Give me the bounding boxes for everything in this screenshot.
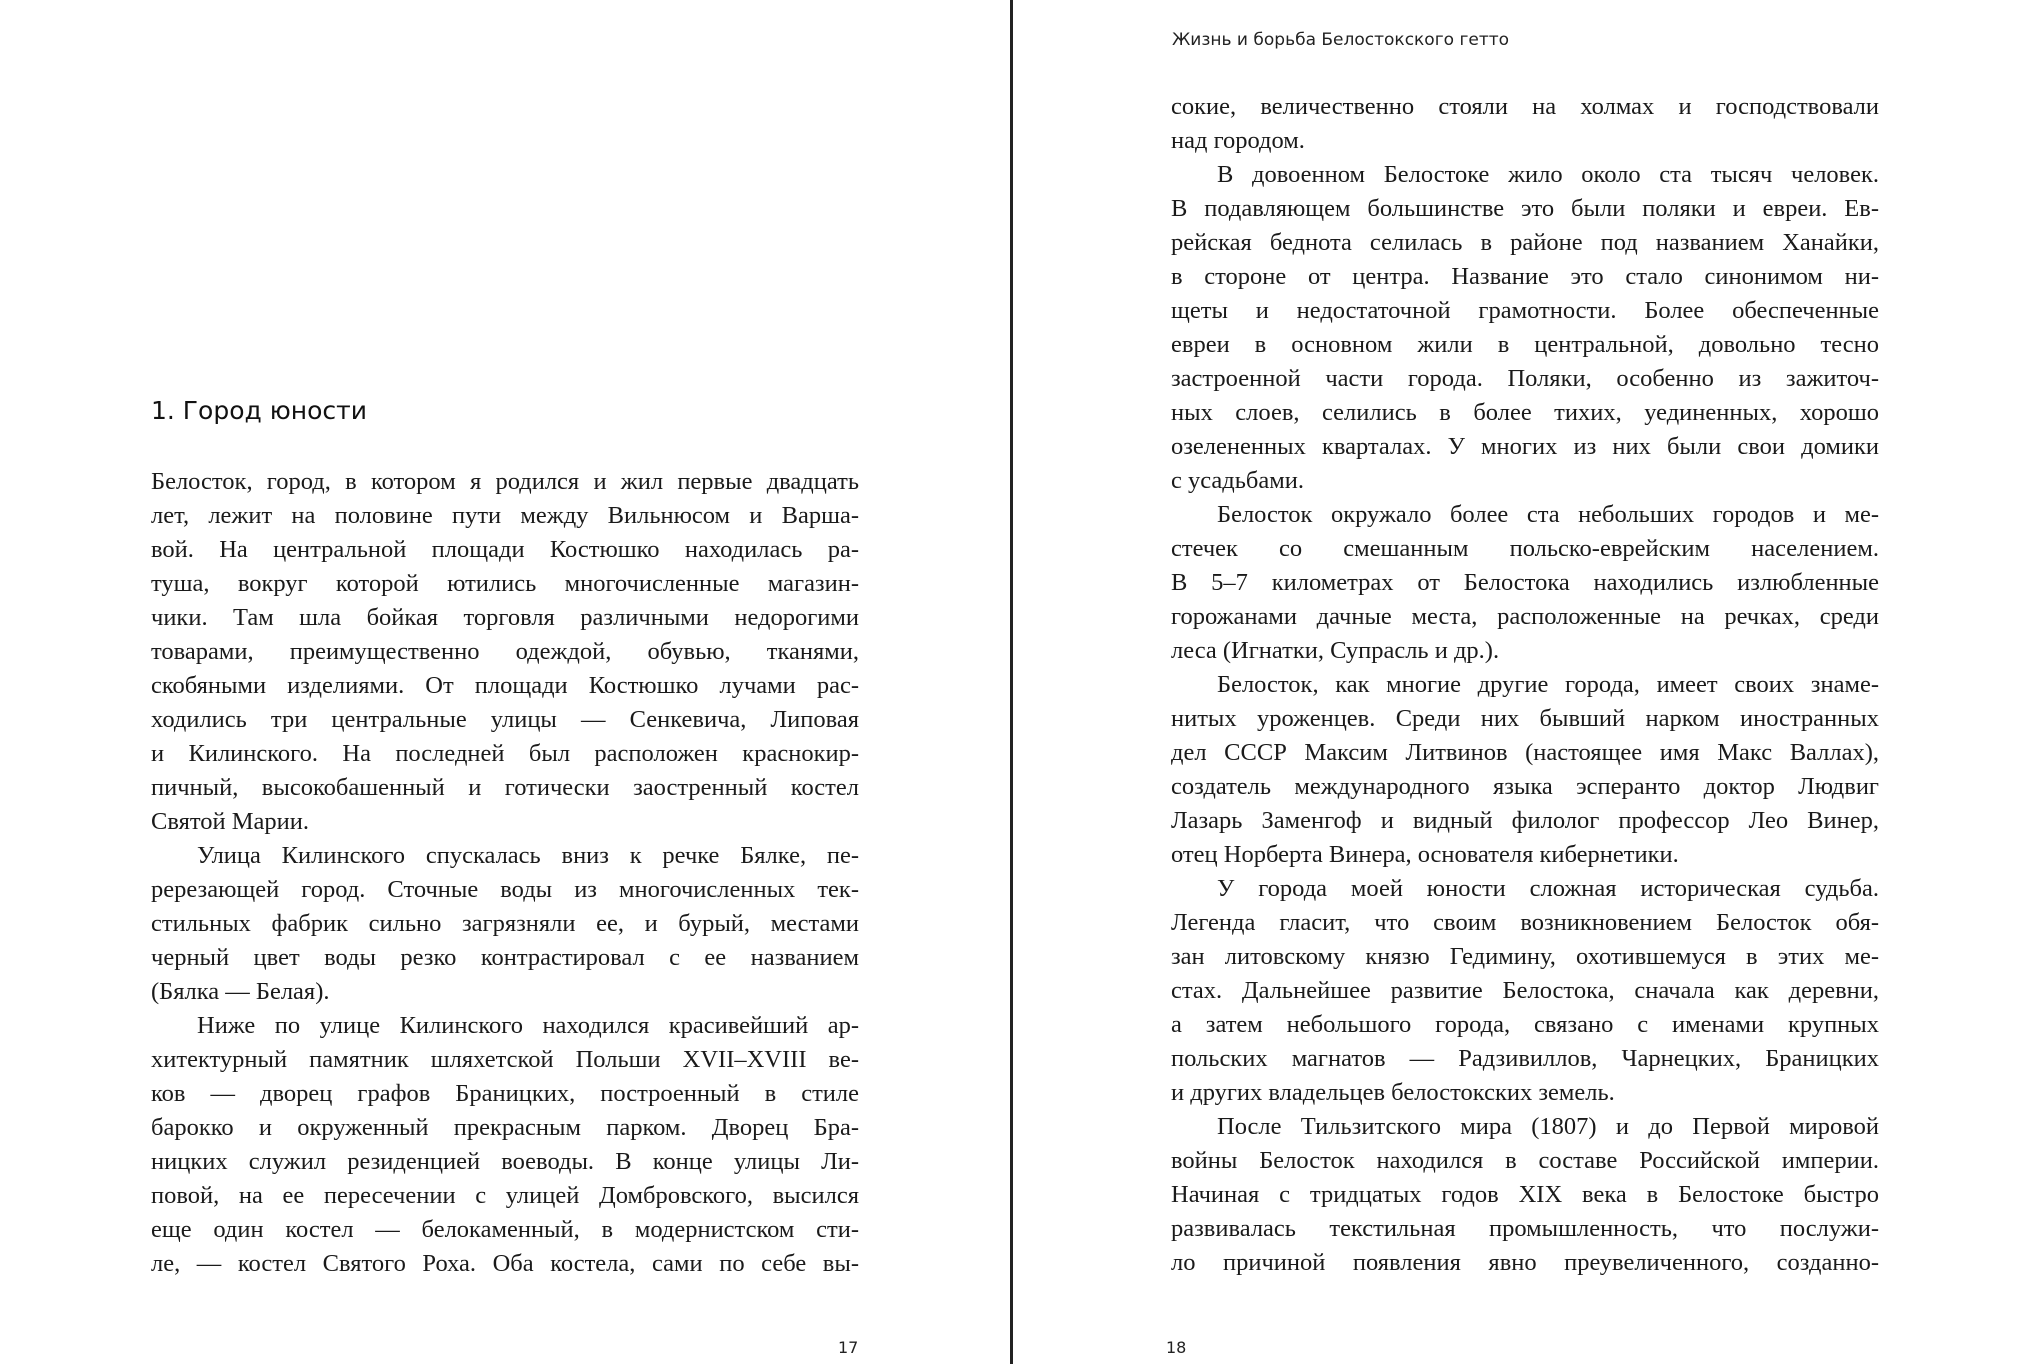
paragraph bbox=[1171, 498, 1879, 668]
text-line: После Тильзитского мира (1807) и до Первой мировой bbox=[1217, 1113, 1879, 1140]
text-line: леса (Игнатки, Супрасль и др.). bbox=[1171, 637, 1500, 664]
text-line: Улица Килинского спускалась вниз к речке Бялке, пе- bbox=[197, 842, 859, 869]
text-line: и Килинского. На последней был расположен краснокир- bbox=[151, 740, 859, 767]
left-body-text bbox=[151, 465, 859, 1281]
text-line: ререзающей город. Сточные воды из многочисленных тек- bbox=[151, 876, 859, 903]
text-line: пичный, высокобашенный и готически заостренный костел bbox=[151, 774, 859, 801]
paragraph bbox=[1171, 158, 1879, 498]
text-line: стечек со смешанным польско-еврейским населением. bbox=[1171, 535, 1879, 562]
text-line: вой. На центральной площади Костюшко находилась ра- bbox=[151, 536, 859, 563]
text-line: Лазарь Заменгоф и видный филолог профессор Лео Винер, bbox=[1171, 807, 1879, 834]
page-number-right: 18 bbox=[1166, 1338, 1187, 1357]
text-line: с усадьбами. bbox=[1171, 467, 1305, 494]
text-line: Белосток, город, в котором я родился и жил первые двадцать bbox=[151, 468, 859, 495]
right-page bbox=[1013, 0, 2017, 1364]
text-line: ло причиной появления явно преувеличенного, созданно- bbox=[1171, 1249, 1879, 1276]
text-line: ков — дворец графов Браницких, построенный в стиле bbox=[151, 1080, 859, 1107]
text-line: ных слоев, селились в более тихих, уединенных, хорошо bbox=[1171, 399, 1879, 426]
text-line: развивалась текстильная промышленность, что послужи- bbox=[1171, 1215, 1879, 1242]
text-line: товарами, преимущественно одеждой, обувью, тканями, bbox=[151, 638, 859, 665]
text-line: дел СССР Максим Литвинов (настоящее имя Макс Валлах), bbox=[1171, 739, 1879, 766]
paragraph bbox=[1171, 1110, 1879, 1280]
text-line: Белосток, как многие другие города, имеет своих знаме- bbox=[1217, 671, 1879, 698]
text-line: (Бялка — Белая). bbox=[151, 978, 330, 1005]
text-line: отец Норберта Винера, основателя кибернетики. bbox=[1171, 841, 1679, 868]
text-line: рейская беднота селилась в районе под названием Ханайки, bbox=[1171, 229, 1879, 256]
text-line: над городом. bbox=[1171, 127, 1305, 154]
text-line: стильных фабрик сильно загрязняли ее, и бурый, местами bbox=[151, 910, 859, 937]
text-line: ле, — костел Святого Роха. Оба костела, сами по себе вы- bbox=[151, 1250, 859, 1277]
text-line: Легенда гласит, что своим возникновением Белосток обя- bbox=[1171, 909, 1879, 936]
text-line: щеты и недостаточной грамотности. Более обеспеченные bbox=[1171, 297, 1879, 324]
text-line: повой, на ее пересечении с улицей Домбровского, высился bbox=[151, 1182, 859, 1209]
text-line: ницких служил резиденцией воеводы. В конце улицы Ли- bbox=[151, 1148, 859, 1175]
text-line: хитектурный памятник шляхетской Польши XVII–XVIII ве- bbox=[151, 1046, 859, 1073]
text-line: и других владельцев белостокских земель. bbox=[1171, 1079, 1615, 1106]
text-line: В подавляющем большинстве это были поляки и евреи. Ев- bbox=[1171, 195, 1879, 222]
paragraph bbox=[1171, 872, 1879, 1110]
text-line: зан литовскому князю Гедимину, охотившемуся в этих ме- bbox=[1171, 943, 1879, 970]
paragraph bbox=[1171, 668, 1879, 872]
text-line: туша, вокруг которой ютились многочисленные магазин- bbox=[151, 570, 859, 597]
text-line: создатель международного языка эсперанто доктор Людвиг bbox=[1171, 773, 1879, 800]
text-line: Начиная с тридцатых годов XIX века в Белостоке быстро bbox=[1171, 1181, 1879, 1208]
text-line: ходились три центральные улицы — Сенкевича, Липовая bbox=[151, 706, 859, 733]
paragraph bbox=[151, 465, 859, 839]
text-line: В довоенном Белостоке жило около ста тысяч человек. bbox=[1217, 161, 1879, 188]
text-line: лет, лежит на половине пути между Вильнюсом и Варша- bbox=[151, 502, 859, 529]
text-line: еще один костел — белокаменный, в модернистском сти- bbox=[151, 1216, 859, 1243]
page-number-left: 17 bbox=[838, 1338, 859, 1357]
paragraph bbox=[151, 1009, 859, 1281]
text-line: евреи в основном жили в центральной, довольно тесно bbox=[1171, 331, 1879, 358]
text-line: а затем небольшого города, связано с именами крупных bbox=[1171, 1011, 1879, 1038]
chapter-title: 1. Город юности bbox=[151, 396, 367, 425]
text-line: черный цвет воды резко контрастировал с ее названием bbox=[151, 944, 859, 971]
paragraph bbox=[1171, 90, 1879, 158]
text-line: стах. Дальнейшее развитие Белостока, сначала как деревни, bbox=[1171, 977, 1879, 1004]
text-line: застроенной части города. Поляки, особенно из зажиточ- bbox=[1171, 365, 1879, 392]
right-body-text bbox=[1171, 90, 1879, 1280]
paragraph bbox=[151, 839, 859, 1009]
text-line: У города моей юности сложная историческая судьба. bbox=[1217, 875, 1879, 902]
text-line: чики. Там шла бойкая торговля различными недорогими bbox=[151, 604, 859, 631]
text-line: озелененных кварталах. У многих из них были свои домики bbox=[1171, 433, 1879, 460]
text-line: барокко и окруженный прекрасным парком. Дворец Бра- bbox=[151, 1114, 859, 1141]
text-line: Святой Марии. bbox=[151, 808, 309, 835]
text-line: В 5–7 километрах от Белостока находились излюбленные bbox=[1171, 569, 1879, 596]
text-line: нитых уроженцев. Среди них бывший нарком иностранных bbox=[1171, 705, 1879, 732]
text-line: Ниже по улице Килинского находился красивейший ар- bbox=[197, 1012, 859, 1039]
text-line: скобяными изделиями. От площади Костюшко лучами рас- bbox=[151, 672, 859, 699]
text-line: сокие, величественно стояли на холмах и господствовали bbox=[1171, 93, 1879, 120]
running-header: Жизнь и борьба Белостокского гетто bbox=[1172, 30, 1510, 50]
text-line: горожанами дачные места, расположенные на речках, среди bbox=[1171, 603, 1879, 630]
text-line: войны Белосток находился в составе Российской империи. bbox=[1171, 1147, 1879, 1174]
text-line: польских магнатов — Радзивиллов, Чарнецких, Браницких bbox=[1171, 1045, 1879, 1072]
text-line: в стороне от центра. Название это стало синонимом ни- bbox=[1171, 263, 1879, 290]
text-line: Белосток окружало более ста небольших городов и ме- bbox=[1217, 501, 1879, 528]
